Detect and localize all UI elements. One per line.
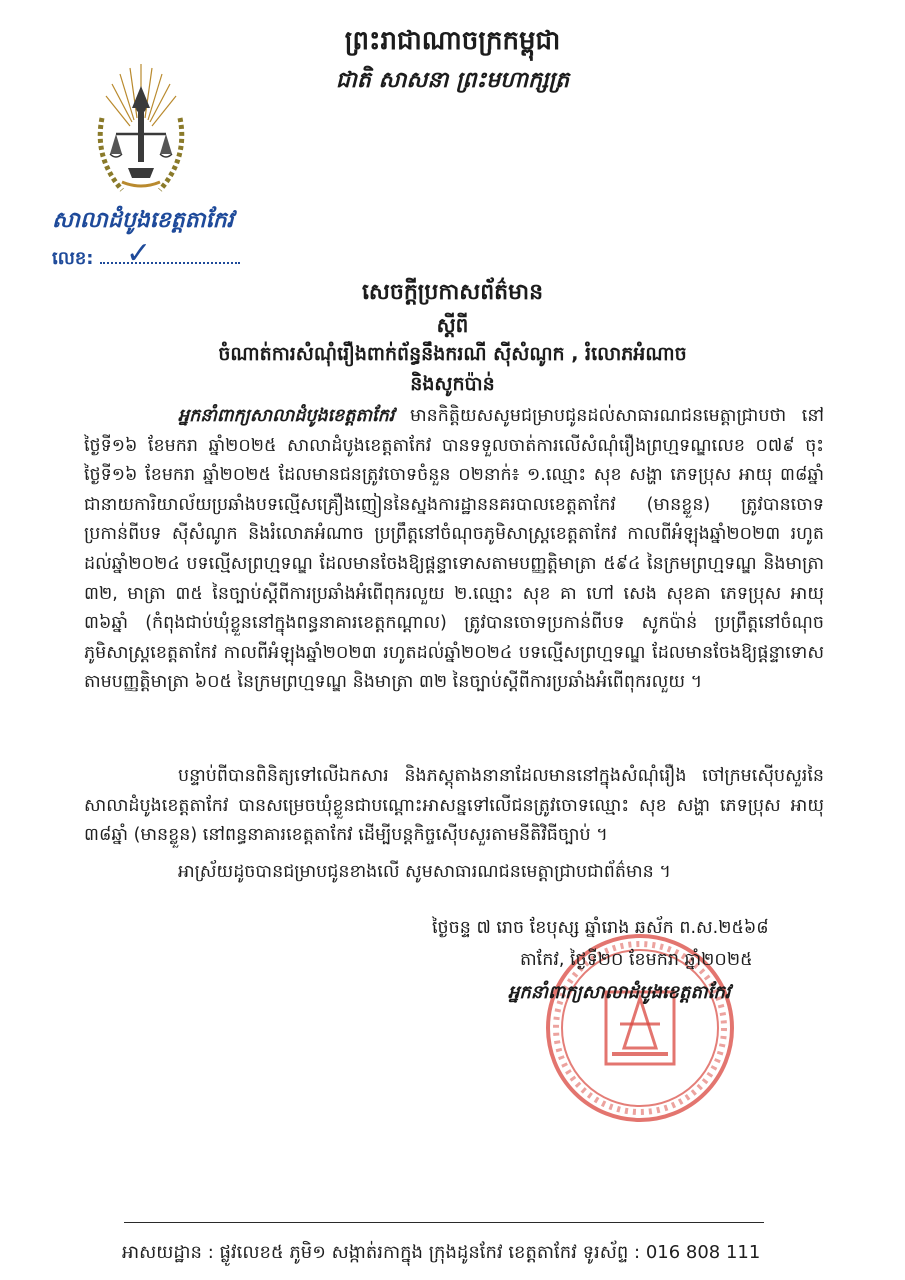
issue-date: តាកែវ, ថ្ងៃទី២០ ខែមករា ឆ្នាំ២០២៥ — [520, 950, 753, 970]
lunar-date: ថ្ងៃចន្ទ ៧ រោច ខែបុស្ស ឆ្នាំរោង ឆស័ក ព.ស.២៥៦៨ — [432, 918, 769, 938]
signer-title: អ្នកនាំពាក្យសាលាដំបូងខេត្តតាកែវ — [508, 982, 731, 1003]
reference-number-line — [100, 262, 240, 264]
kingdom-title: ព្រះរាជាណាចក្រកម្ពុជា — [344, 26, 561, 56]
court-name: សាលាដំបូងខេត្តតាកែវ — [52, 208, 234, 233]
national-motto: ជាតិ សាសនា ព្រះមហាក្សត្រ — [335, 68, 570, 93]
notice-title: សេចក្តីប្រកាសព័ត៌មាន — [361, 280, 544, 305]
notice-subject-line-1: ចំណាត់ការសំណុំរឿងពាក់ព័ន្ធនឹងករណី ស៊ីសំណូក , រំលោភអំណាច — [218, 343, 687, 365]
paragraph-1 — [84, 402, 824, 698]
footer-address: អាសយដ្ឋាន : ផ្លូវលេខ៥ ភូមិ១ សង្កាត់រកាក្នុង ក្រុងដូនកែវ ខេត្តតាកែវ ទូរស័ព្ទ : 016 808 111 — [122, 1242, 761, 1263]
reference-number-label: លេខ: — [52, 248, 94, 269]
footer-divider — [124, 1222, 764, 1223]
paragraph-2: បន្ទាប់ពីបានពិនិត្យទៅលើឯកសារ និងភស្តុតាងនានាដែលមាននៅក្នុងសំណុំរឿង ចៅក្រមស៊ើបសួរនៃសាលាដំបូងខេត្តតាកែវ បានសម្រេចឃុំខ្លួនជាបណ្តោះអាសន្នទៅលើជនត្រូវចោទឈ្មោះ សុខ សង្ហា ភេទប្រុស អាយុ ៣៨ឆ្នាំ (មានខ្លួន) នៅពន្ធនាគារខេត្តតាកែវ ដើម្បីបន្តកិច្ចស៊ើបសួរតាមនីតិវិធីច្បាប់ ។ — [84, 766, 824, 846]
notice-subject-label: ស្តីពី — [436, 313, 469, 337]
paragraph-1-text: មានកិត្តិយសសូមជម្រាបជូនដល់សាធារណជនមេត្តាជ្រាបថា នៅថ្ងៃទី១៦ ខែមករា ឆ្នាំ២០២៥ សាលាដំបូងខេត្តតាកែវ បានទទួលចាត់ការលើសំណុំរឿងព្រហ្មទណ្ឌលេខ ០៧៩ ចុះថ្ងៃទី១៦ ខែមករា ឆ្នាំ២០២៥ ដែលមានជនត្រូវចោទចំនួន ០២នាក់៖ ១.ឈ្មោះ សុខ សង្ហា ភេទប្រុស អាយុ ៣៨ឆ្នាំ ជានាយការិយាល័យប្រឆាំងបទល្មើសគ្រឿងញៀននៃស្នងការដ្ឋាននគរបាលខេត្តតាកែវ (មានខ្លួន) ត្រូវបានចោទប្រកាន់ពីបទ ស៊ីសំណូក និងរំលោភអំណាច ប្រព្រឹត្តនៅចំណុចភូមិសាស្ត្រខេត្តតាកែវ កាលពីអំឡុងឆ្នាំ២០២៣ រហូតដល់ឆ្នាំ២០២៤ បទល្មើសព្រហ្មទណ្ឌ ដែលមានចែងឱ្យផ្តន្ទាទោសតាមបញ្ញត្តិមាត្រា ៥៩៤ នៃក្រមព្រហ្មទណ្ឌ និងមាត្រា ៣២, មាត្រា ៣៥ នៃច្បាប់ស្តីពីការប្រឆាំងអំពើពុករលួយ ២.ឈ្មោះ សុខ គា ហៅ សេង សុខគា ភេទប្រុស អាយុ ៣៦ឆ្នាំ (កំពុងជាប់ឃុំខ្លួននៅក្នុងពន្ធនាគារខេត្តកណ្តាល) ត្រូវបានចោទប្រកាន់ពីបទ សូកប៉ាន់ ប្រព្រឹត្តនៅចំណុចភូមិសាស្ត្រខេត្តតាកែវ កាលពីអំឡុងឆ្នាំ២០២៣ រហូតដល់ឆ្នាំ២០២៤ បទល្មើសព្រហ្មទណ្ឌ ដែលមានចែងឱ្យផ្តន្ទាទោសតាមបញ្ញត្តិមាត្រា ៦០៥ នៃក្រមព្រហ្មទណ្ឌ និងមាត្រា ៣២ នៃច្បាប់ស្តីពីការប្រឆាំងអំពើពុករលួយ ។ — [84, 406, 824, 693]
court-emblem-icon — [92, 58, 190, 198]
check-mark-icon: ✓ — [126, 236, 152, 271]
paragraph-3: អាស្រ័យដូចបានជម្រាបជូនខាងលើ សូមសាធារណជនមេត្តាជ្រាបជាព័ត៌មាន ។ — [178, 862, 671, 882]
notice-subject-line-2: និងសូកប៉ាន់ — [410, 373, 495, 395]
spokesperson-lead: អ្នកនាំពាក្យសាលាដំបូងខេត្តតាកែវ — [178, 406, 395, 426]
